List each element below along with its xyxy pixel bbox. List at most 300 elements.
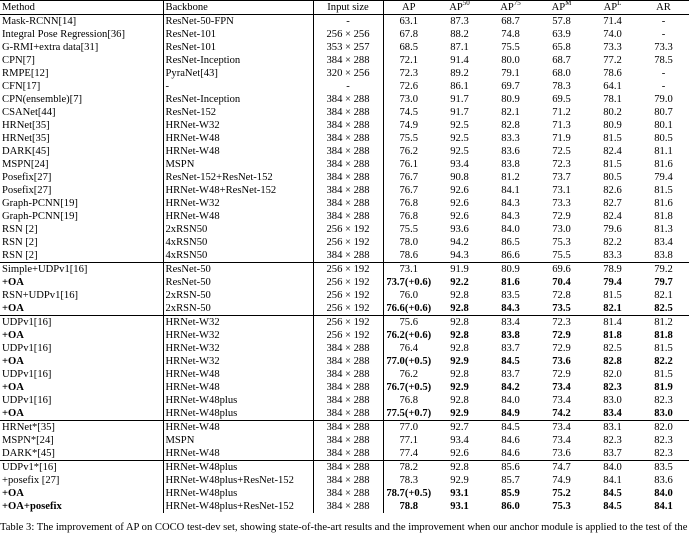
cell-size: 384 × 288 [313, 249, 383, 263]
table-row [0, 28, 689, 41]
cell-apm: 75.5 [552, 249, 571, 261]
cell-method: RMPE[12] [0, 67, 163, 80]
cell-backbone: HRNet-W48 [163, 145, 313, 158]
cell-size: 256 × 192 [313, 316, 383, 330]
cell-apm: 73.4 [552, 381, 571, 393]
cell-apm: 65.8 [552, 41, 571, 53]
cell-ap: 77.1 [399, 434, 419, 446]
cell-ar: 79.0 [654, 93, 673, 105]
cell-ap50: 92.8 [450, 289, 469, 301]
cell-apm: 72.9 [552, 368, 571, 380]
cell-ar: - [661, 15, 666, 27]
cell-ar: 81.9 [654, 381, 673, 393]
cell-apl: 84.0 [587, 461, 638, 475]
cell-apl: 82.8 [603, 355, 622, 367]
cell-size: 384 × 288 [313, 487, 383, 500]
cell-size: 384 × 288 [313, 461, 383, 475]
cell-backbone: HRNet-W48 [163, 132, 313, 145]
cell-size: 384 × 288 [313, 355, 383, 368]
table-row [0, 474, 689, 487]
cell-apm: 75.3 [552, 500, 571, 512]
cell-size: 384 × 288 [313, 447, 383, 461]
cell-ap50: 91.7 [450, 93, 469, 105]
table-row [0, 145, 689, 158]
cell-size: 320 × 256 [313, 67, 383, 80]
cell-ap50: 89.2 [450, 67, 469, 79]
cell-method: +OA [0, 355, 163, 368]
cell-ap50: 92.8 [450, 368, 469, 380]
cell-ap75: 83.7 [501, 368, 520, 380]
table-row [0, 342, 689, 355]
cell-size: 384 × 288 [313, 500, 383, 513]
cell-method: UDPv1[16] [0, 368, 163, 381]
cell-ap: 63.1 [399, 15, 419, 27]
cell-ap: 76.2 [399, 368, 419, 380]
cell-method: G-RMI+extra data[31] [0, 41, 163, 54]
table-row [0, 329, 689, 342]
cell-apm: 72.5 [552, 145, 571, 157]
cell-apl: 80.9 [603, 119, 622, 131]
cell-ap50: 94.3 [450, 249, 469, 261]
table-row [0, 461, 689, 475]
cell-ap: 72.3 [399, 67, 419, 79]
cell-method: RSN [2] [0, 249, 163, 263]
cell-size: 384 × 288 [313, 171, 383, 184]
cell-backbone: ResNet-101 [163, 28, 313, 41]
cell-method: RSN+UDPv1[16] [0, 289, 163, 302]
cell-ap75: 83.8 [501, 329, 520, 341]
cell-apm: 68.7 [552, 54, 571, 66]
table-row [0, 421, 689, 435]
header-method: Method [0, 1, 163, 15]
cell-apm: 73.6 [552, 355, 571, 367]
cell-method: DARK*[45] [0, 447, 163, 461]
cell-backbone: HRNet-W48 [163, 210, 313, 223]
cell-ap: 72.6 [399, 80, 419, 92]
cell-method: +OA [0, 381, 163, 394]
cell-backbone: HRNet-W48plus+ResNet-152 [163, 500, 313, 513]
table-row [0, 106, 689, 119]
cell-apl: 84.1 [603, 474, 622, 486]
cell-apl: 82.3 [603, 434, 622, 446]
cell-backbone: HRNet-W48plus [163, 407, 313, 421]
cell-size: - [313, 80, 383, 93]
table-body [0, 15, 689, 514]
cell-method: CPN(ensemble)[7] [0, 93, 163, 106]
cell-ap: 77.0 [383, 421, 434, 435]
cell-ap50: 92.9 [450, 355, 469, 367]
cell-ap: 76.1 [399, 158, 419, 170]
header-apl: $AP^L$ [587, 1, 638, 15]
cell-size: 256 × 192 [313, 329, 383, 342]
cell-backbone: 4xRSN50 [163, 236, 313, 249]
cell-method: HRNet[35] [0, 119, 163, 132]
cell-ap75: 83.5 [501, 289, 520, 301]
cell-size: 384 × 288 [313, 106, 383, 119]
cell-backbone: ResNet-152+ResNet-152 [163, 171, 313, 184]
cell-ar: 81.5 [654, 342, 673, 354]
cell-ap: 76.6(+0.6) [386, 302, 432, 314]
cell-ap75: 84.3 [501, 210, 520, 222]
cell-size: 384 × 288 [313, 145, 383, 158]
cell-backbone: HRNet-W48plus [163, 394, 313, 407]
table-row [0, 171, 689, 184]
cell-apl: 78.9 [587, 263, 638, 277]
cell-ap50: 92.6 [450, 197, 469, 209]
table-row [0, 276, 689, 289]
table-row [0, 487, 689, 500]
cell-apm: 63.9 [552, 28, 571, 40]
header-ap: AP [383, 1, 434, 15]
cell-size: 384 × 288 [313, 342, 383, 355]
cell-backbone: HRNet-W32 [163, 119, 313, 132]
cell-backbone: MSPN [163, 158, 313, 171]
cell-backbone: HRNet-W48plus [163, 461, 313, 475]
cell-ap50: 92.8 [434, 316, 485, 330]
cell-apm: 73.6 [552, 447, 571, 459]
cell-size: 384 × 288 [313, 197, 383, 210]
cell-ap: 76.8 [399, 210, 419, 222]
cell-apl: 81.8 [603, 329, 622, 341]
cell-backbone: HRNet-W32 [163, 329, 313, 342]
cell-ap50: 92.6 [450, 210, 469, 222]
cell-ap75: 82.8 [501, 119, 520, 131]
cell-apm: 73.4 [552, 394, 571, 406]
cell-ap50: 91.4 [450, 54, 469, 66]
cell-ap50: 87.3 [450, 15, 469, 27]
cell-apm: 71.9 [552, 132, 571, 144]
cell-ap: 73.0 [399, 93, 419, 105]
cell-ap: 76.7 [399, 184, 419, 196]
cell-apm: 72.9 [552, 329, 571, 341]
table-row [0, 54, 689, 67]
cell-ar: 78.5 [654, 54, 673, 66]
cell-ar: 83.6 [654, 474, 673, 486]
cell-ap: 75.5 [399, 132, 419, 144]
cell-ar: 80.5 [654, 132, 673, 144]
cell-method: +OA+posefix [0, 500, 163, 513]
table-row [0, 249, 689, 263]
cell-size: 256 × 192 [313, 276, 383, 289]
table-row [0, 500, 689, 513]
cell-ap: 68.5 [399, 41, 419, 53]
cell-backbone: 4xRSN50 [163, 249, 313, 263]
cell-ap50: 92.9 [450, 407, 469, 419]
header-apm: $AP^M$ [536, 1, 587, 15]
cell-ap75: 75.5 [501, 41, 520, 53]
cell-size: 384 × 288 [313, 132, 383, 145]
cell-apl: 64.1 [603, 80, 622, 92]
cell-method: +OA [0, 302, 163, 316]
cell-ap: 76.7 [399, 171, 419, 183]
cell-ap: 76.8 [399, 197, 419, 209]
cell-method: UDPv1[16] [0, 316, 163, 330]
cell-apl: 83.7 [603, 447, 622, 459]
cell-size: 384 × 288 [313, 394, 383, 407]
cell-ap: 78.0 [399, 236, 419, 248]
cell-apl: 81.4 [587, 316, 638, 330]
cell-apl: 82.7 [603, 197, 622, 209]
cell-ap: 75.6 [383, 316, 434, 330]
cell-apl: 84.5 [603, 487, 622, 499]
cell-ap75: 86.0 [501, 500, 520, 512]
cell-size: 256 × 192 [313, 289, 383, 302]
cell-apl: 79.6 [603, 223, 622, 235]
cell-apm: 71.3 [552, 119, 571, 131]
cell-apl: 83.0 [603, 394, 622, 406]
cell-ap75: 84.9 [501, 407, 520, 419]
cell-ar: 81.5 [654, 184, 673, 196]
cell-size: 384 × 288 [313, 93, 383, 106]
cell-apm: 70.4 [552, 276, 571, 288]
cell-ar: 73.3 [654, 41, 673, 53]
cell-ap: 76.8 [399, 394, 419, 406]
cell-apm: 69.6 [536, 263, 587, 277]
cell-apl: 82.1 [603, 302, 622, 314]
cell-ap50: 86.1 [450, 80, 469, 92]
cell-apl: 81.5 [603, 132, 622, 144]
cell-ar: 82.2 [654, 355, 673, 367]
cell-backbone: HRNet-W32 [163, 355, 313, 368]
cell-ar: 81.5 [654, 368, 673, 380]
cell-backbone: ResNet-50 [163, 263, 313, 277]
cell-ap: 74.9 [399, 119, 419, 131]
cell-ap75: 84.2 [501, 381, 520, 393]
cell-size: 256 × 192 [313, 302, 383, 316]
cell-backbone: 2xRSN-50 [163, 289, 313, 302]
cell-backbone: ResNet-Inception [163, 93, 313, 106]
table-row [0, 394, 689, 407]
cell-method: Posefix[27] [0, 184, 163, 197]
cell-apl: 83.1 [587, 421, 638, 435]
cell-size: 384 × 288 [313, 381, 383, 394]
cell-apm: 57.8 [552, 15, 571, 27]
cell-size: 256 × 192 [313, 263, 383, 277]
cell-ap75: 85.9 [501, 487, 520, 499]
cell-apm: 72.9 [552, 210, 571, 222]
cell-ap50: 93.6 [450, 223, 469, 235]
cell-ar: 83.8 [654, 249, 673, 261]
cell-ar: 83.0 [654, 407, 673, 419]
cell-method: DARK[45] [0, 145, 163, 158]
cell-ap: 78.3 [399, 474, 419, 486]
cell-method: Mask-RCNN[14] [0, 15, 163, 29]
cell-ar: 81.1 [654, 145, 673, 157]
cell-backbone: HRNet-W48plus+ResNet-152 [163, 474, 313, 487]
cell-method: HRNet[35] [0, 132, 163, 145]
cell-ap75: 83.8 [501, 158, 520, 170]
cell-ap: 77.5(+0.7) [386, 407, 432, 419]
cell-ap75: 84.5 [501, 355, 520, 367]
cell-ap50: 92.9 [450, 474, 469, 486]
cell-apl: 78.6 [603, 67, 622, 79]
cell-backbone: HRNet-W48+ResNet-152 [163, 184, 313, 197]
table-row [0, 132, 689, 145]
cell-ar: 80.7 [654, 106, 673, 118]
cell-ap75: 84.6 [501, 434, 520, 446]
cell-ap75: 85.6 [485, 461, 536, 475]
cell-backbone: ResNet-Inception [163, 54, 313, 67]
cell-backbone: MSPN [163, 434, 313, 447]
cell-ap50: 92.8 [434, 461, 485, 475]
cell-ap75: 84.5 [485, 421, 536, 435]
cell-method: Simple+UDPv1[16] [0, 263, 163, 277]
cell-apl: 74.0 [603, 28, 622, 40]
cell-apl: 81.5 [603, 289, 622, 301]
cell-backbone: 2xRSN-50 [163, 302, 313, 316]
cell-ap50: 92.5 [450, 145, 469, 157]
cell-apm: 75.2 [552, 487, 571, 499]
cell-ap75: 84.3 [501, 302, 520, 314]
cell-size: 384 × 288 [313, 368, 383, 381]
cell-ap75: 86.5 [501, 236, 520, 248]
header-backbone: Backbone [163, 1, 313, 15]
table-row [0, 368, 689, 381]
cell-ap: 76.2 [399, 145, 419, 157]
cell-size: - [313, 15, 383, 29]
cell-ap50: 93.4 [450, 158, 469, 170]
table-row [0, 93, 689, 106]
cell-ar: 83.5 [638, 461, 689, 475]
table-row [0, 447, 689, 461]
cell-apm: 72.8 [552, 289, 571, 301]
cell-apl: 82.4 [603, 145, 622, 157]
cell-apl: 77.2 [603, 54, 622, 66]
cell-ap75: 81.2 [501, 171, 520, 183]
cell-apm: 68.0 [552, 67, 571, 79]
cell-ap50: 92.8 [450, 329, 469, 341]
cell-ar: 82.1 [654, 289, 673, 301]
cell-apl: 80.2 [603, 106, 622, 118]
cell-ap: 76.0 [399, 289, 419, 301]
cell-ar: 81.6 [654, 197, 673, 209]
table-row [0, 316, 689, 330]
cell-ap50: 90.8 [450, 171, 469, 183]
cell-ar: 83.4 [654, 236, 673, 248]
cell-size: 384 × 288 [313, 474, 383, 487]
table-row [0, 236, 689, 249]
cell-backbone: HRNet-W48 [163, 447, 313, 461]
cell-method: UDPv1[16] [0, 342, 163, 355]
cell-ap75: 80.9 [501, 93, 520, 105]
cell-ap: 77.0(+0.5) [386, 355, 432, 367]
cell-method: +OA [0, 487, 163, 500]
cell-ar: 82.3 [654, 447, 673, 459]
table-row [0, 119, 689, 132]
cell-method: CSANet[44] [0, 106, 163, 119]
cell-apl: 79.4 [603, 276, 622, 288]
cell-ap: 76.7(+0.5) [386, 381, 432, 393]
cell-apm: 71.2 [552, 106, 571, 118]
cell-ap: 73.7(+0.6) [386, 276, 432, 288]
cell-method: +OA [0, 329, 163, 342]
cell-method: Posefix[27] [0, 171, 163, 184]
cell-apm: 74.2 [552, 407, 571, 419]
cell-ap50: 92.5 [450, 132, 469, 144]
cell-ap75: 84.0 [501, 223, 520, 235]
cell-method: Graph-PCNN[19] [0, 210, 163, 223]
cell-ap: 77.4 [399, 447, 419, 459]
table-row [0, 381, 689, 394]
cell-ap75: 69.7 [501, 80, 520, 92]
cell-method: +OA [0, 276, 163, 289]
cell-size: 256 × 256 [313, 28, 383, 41]
cell-apm: 72.3 [552, 158, 571, 170]
cell-method: Graph-PCNN[19] [0, 197, 163, 210]
cell-ar: 84.1 [654, 500, 673, 512]
cell-ap: 72.1 [399, 54, 419, 66]
cell-backbone: ResNet-152 [163, 106, 313, 119]
cell-ap75: 83.4 [485, 316, 536, 330]
cell-ar: 81.3 [654, 223, 673, 235]
table-row [0, 434, 689, 447]
cell-method: CPN[7] [0, 54, 163, 67]
cell-ap75: 86.6 [501, 249, 520, 261]
table-row [0, 197, 689, 210]
cell-ap75: 84.6 [501, 447, 520, 459]
cell-method: MSPN[24] [0, 158, 163, 171]
cell-apm: 74.9 [552, 474, 571, 486]
cell-ar: 79.2 [638, 263, 689, 277]
cell-ap75: 79.1 [501, 67, 520, 79]
cell-method: UDPv1[16] [0, 394, 163, 407]
cell-ap75: 68.7 [501, 15, 520, 27]
cell-ap75: 84.3 [501, 197, 520, 209]
table-row [0, 263, 689, 277]
table-row [0, 158, 689, 171]
cell-method: HRNet*[35] [0, 421, 163, 435]
cell-ap75: 84.1 [501, 184, 520, 196]
cell-ar: 80.1 [654, 119, 673, 131]
cell-ap50: 91.9 [434, 263, 485, 277]
cell-backbone: ResNet-50-FPN [163, 15, 313, 29]
cell-ap75: 83.7 [501, 342, 520, 354]
cell-ap: 78.2 [383, 461, 434, 475]
cell-size: 384 × 288 [313, 210, 383, 223]
cell-apl: 78.1 [603, 93, 622, 105]
cell-backbone: PyraNet[43] [163, 67, 313, 80]
cell-ap50: 94.2 [450, 236, 469, 248]
cell-method: MSPN*[24] [0, 434, 163, 447]
cell-apm: 73.1 [552, 184, 571, 196]
header-ap75: AP$^{75}$ [485, 1, 536, 15]
cell-apm: 73.4 [552, 434, 571, 446]
cell-ar: 81.8 [654, 329, 673, 341]
cell-ap75: 83.6 [501, 145, 520, 157]
cell-apm: 74.7 [536, 461, 587, 475]
cell-ap: 78.7(+0.5) [386, 487, 432, 499]
header-ar: AR [638, 1, 689, 15]
cell-apm: 73.4 [536, 421, 587, 435]
cell-ap: 76.4 [399, 342, 419, 354]
cell-ar: - [661, 28, 666, 40]
cell-size: 256 × 192 [313, 223, 383, 236]
cell-backbone: HRNet-W32 [163, 197, 313, 210]
cell-size: 384 × 288 [313, 421, 383, 435]
cell-apm: 72.9 [552, 342, 571, 354]
cell-ar: 81.8 [654, 210, 673, 222]
table-caption: Table 3: The improvement of AP on COCO test-dev set, showing state-of-the-art results and the improvement when our anchor module is applied to the test of the [0, 522, 688, 533]
cell-apm: 73.5 [552, 302, 571, 314]
cell-apl: 82.3 [603, 381, 622, 393]
cell-apm: 75.3 [552, 236, 571, 248]
cell-apl: 82.0 [603, 368, 622, 380]
cell-ap50: 92.6 [450, 184, 469, 196]
cell-ap: 67.8 [399, 28, 419, 40]
cell-size: 384 × 288 [313, 119, 383, 132]
cell-ar: 82.0 [638, 421, 689, 435]
table-row [0, 80, 689, 93]
